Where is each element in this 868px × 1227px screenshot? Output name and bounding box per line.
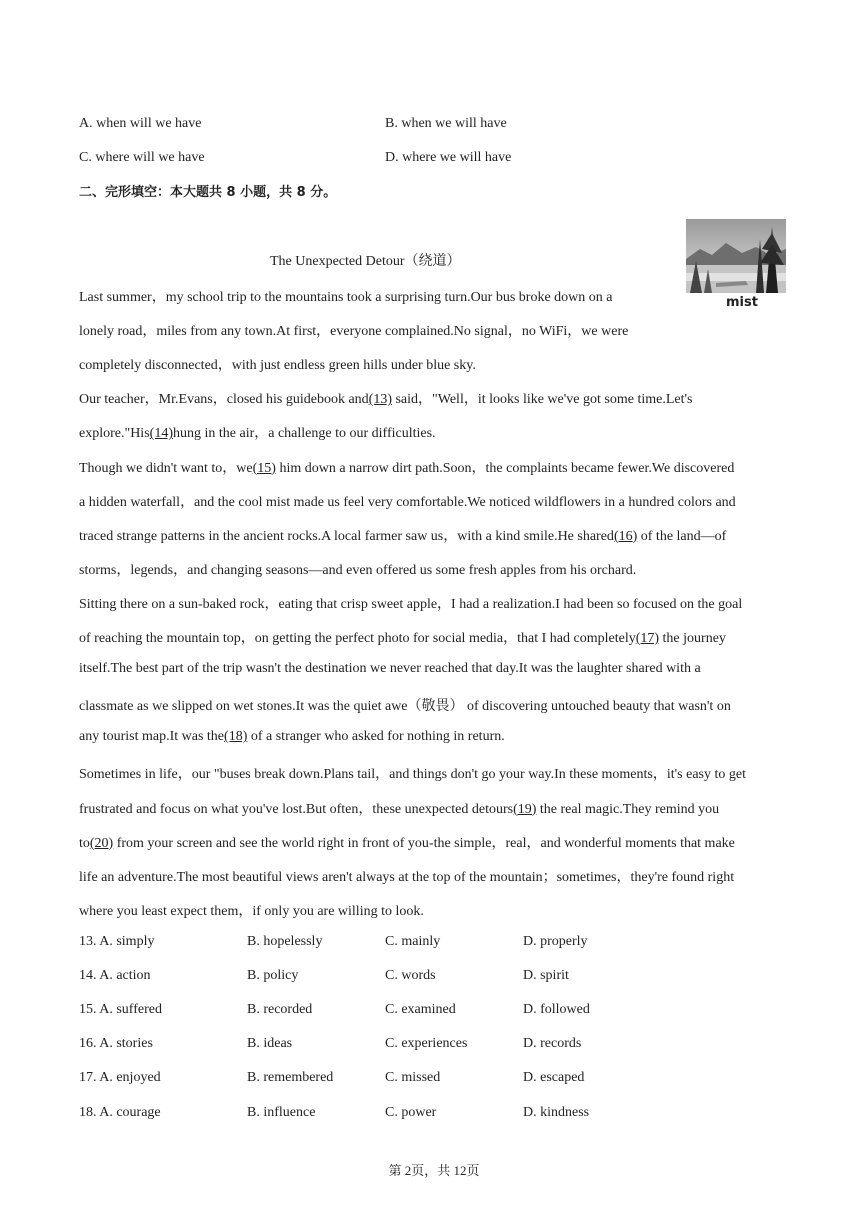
line-text: the journey	[659, 631, 726, 646]
line-text: the real magic.They remind you	[536, 801, 720, 817]
answer-choice: D. properly	[523, 934, 588, 949]
answer-choice: D. escaped	[523, 1070, 585, 1086]
answer-choice: B. influence	[247, 1104, 316, 1120]
article-line	[79, 695, 731, 715]
article-line	[79, 798, 719, 818]
question-row	[79, 968, 799, 988]
mist-image	[686, 219, 786, 313]
line-text: where you least expect them，if only you are willing to look.	[79, 903, 424, 919]
blank-number: (17)	[635, 631, 660, 646]
line-text: lonely road，miles from any town.At first，everyone complained.No signal，no WiFi，we were	[79, 324, 629, 340]
article-line	[79, 763, 746, 783]
answer-choice: D. followed	[523, 1002, 590, 1018]
answer-choice: B. policy	[247, 968, 299, 984]
line-text: said，"Well，it looks like we've got some time.Let's	[391, 392, 693, 408]
article-line	[79, 866, 734, 886]
line-text: to	[79, 835, 90, 851]
question-row	[79, 1036, 799, 1056]
question-row	[79, 1105, 799, 1125]
option-a: A. when will we have	[79, 116, 202, 131]
line-text: Sitting there on a sun-baked rock，eating that crisp sweet apple，I had a realization.I had been so focused on the goal	[79, 596, 743, 612]
answer-choice: 18. A. courage	[79, 1104, 161, 1120]
answer-choice: B. ideas	[247, 1036, 293, 1052]
page-footer: 第 2页，共 12页	[388, 1163, 480, 1178]
article-line	[79, 729, 505, 745]
line-text: traced strange patterns in the ancient rocks.A local farmer saw us，with a kind smile.He shared	[79, 528, 614, 544]
line-text: of a stranger who asked for nothing in return.	[247, 729, 505, 745]
line-text: Sometimes in life，our "buses break down.Plans tail，and things don't go your way.In these moments，it's easy to get	[79, 767, 746, 783]
line-text: Though we didn't want to，we	[79, 460, 253, 476]
line-text: itself.The best part of the trip wasn't the destination we never reached that day.It was the laughter shared with a	[79, 661, 701, 677]
blank-number: (13)	[368, 392, 392, 408]
article-line	[79, 627, 726, 647]
blank-number: (18)	[224, 729, 248, 745]
answer-choice: 14. A. action	[79, 968, 151, 984]
line-text: from your screen and see the world right in front of you-the simple，real，and wonderful moments that make	[113, 835, 735, 851]
article-line	[79, 388, 692, 408]
line-text: any tourist map.It was the	[79, 729, 225, 745]
article-line	[79, 286, 613, 306]
section-header: 二、完形填空：本大题共 8 小题，共 8 分。	[79, 185, 337, 200]
line-text: life an adventure.The most beautiful views aren't always at the top of the mountain；sometimes，they're found right	[79, 869, 735, 885]
answer-choice: 17. A. enjoyed	[79, 1070, 161, 1086]
article-line	[79, 320, 628, 340]
article-line	[79, 900, 424, 920]
answer-choice: C. examined	[385, 1002, 456, 1018]
article-title: The Unexpected Detour（绕道）	[270, 254, 461, 269]
answer-choice: C. mainly	[385, 934, 441, 949]
question-row	[79, 1070, 799, 1090]
answer-choice: C. words	[385, 968, 436, 984]
answer-choice: C. experiences	[385, 1036, 468, 1052]
answer-choice: 16. A. stories	[79, 1036, 153, 1052]
line-text: Last summer，my school trip to the mountains took a surprising turn.Our bus broke down on a	[79, 290, 613, 305]
line-text: of reaching the mountain top，on getting the perfect photo for social media，that I had completely	[79, 631, 636, 646]
blank-number: (19)	[513, 801, 537, 817]
article-line	[79, 422, 436, 442]
answer-choice: D. kindness	[523, 1104, 590, 1120]
answer-choice: 15. A. suffered	[79, 1002, 162, 1018]
answer-choice: D. spirit	[523, 968, 569, 984]
article-line	[79, 593, 742, 613]
line-text: completely disconnected，with just endless green hills under blue sky.	[79, 358, 476, 374]
line-text: frustrated and focus on what you've lost.But often，these unexpected detours	[79, 801, 514, 817]
line-text: explore."His	[79, 426, 150, 442]
article-line	[79, 661, 701, 677]
option-b: B. when we will have	[385, 116, 507, 131]
answer-choice: B. remembered	[247, 1070, 334, 1086]
line-text: hung in the air，a challenge to our difficulties.	[172, 426, 436, 442]
mist-photo-icon	[686, 219, 786, 293]
line-text: a hidden waterfall，and the cool mist made us feel very comfortable.We noticed wildflowers in a hundred colors and	[79, 494, 736, 510]
line-text: storms，legends，and changing seasons—and even offered us some fresh apples from his orchard.	[79, 562, 637, 578]
answer-choice: C. missed	[385, 1070, 441, 1086]
answer-choice: B. recorded	[247, 1002, 313, 1018]
article-line	[79, 354, 476, 374]
article-line	[79, 559, 636, 579]
question-row	[79, 934, 799, 954]
article-line	[79, 457, 734, 477]
line-text: classmate as we slipped on wet stones.It was the quiet awe（敬畏） of discovering untouched beauty that wasn't on	[79, 699, 731, 715]
option-d: D. where we will have	[385, 150, 512, 165]
blank-number: (14)	[149, 426, 173, 442]
line-text: him down a narrow dirt path.Soon，the complaints became fewer.We discovered	[275, 460, 735, 476]
prev-options-row-2	[79, 150, 799, 170]
answer-choice: D. records	[523, 1036, 582, 1052]
answer-choice: C. power	[385, 1104, 437, 1120]
answer-choice: B. hopelessly	[247, 934, 323, 949]
answer-choice: 13. A. simply	[79, 934, 155, 949]
article-line	[79, 832, 735, 852]
prev-options-row-1	[79, 116, 799, 136]
article-line	[79, 525, 726, 545]
article-line	[79, 491, 736, 511]
question-row	[79, 1002, 799, 1022]
option-c: C. where will we have	[79, 150, 205, 165]
blank-number: (16)	[613, 528, 638, 544]
blank-number: (15)	[252, 460, 276, 476]
line-text: Our teacher，Mr.Evans，closed his guidebook and	[79, 392, 369, 408]
image-caption: mist	[726, 295, 758, 310]
blank-number: (20)	[89, 835, 114, 851]
line-text: of the land—of	[637, 528, 727, 544]
